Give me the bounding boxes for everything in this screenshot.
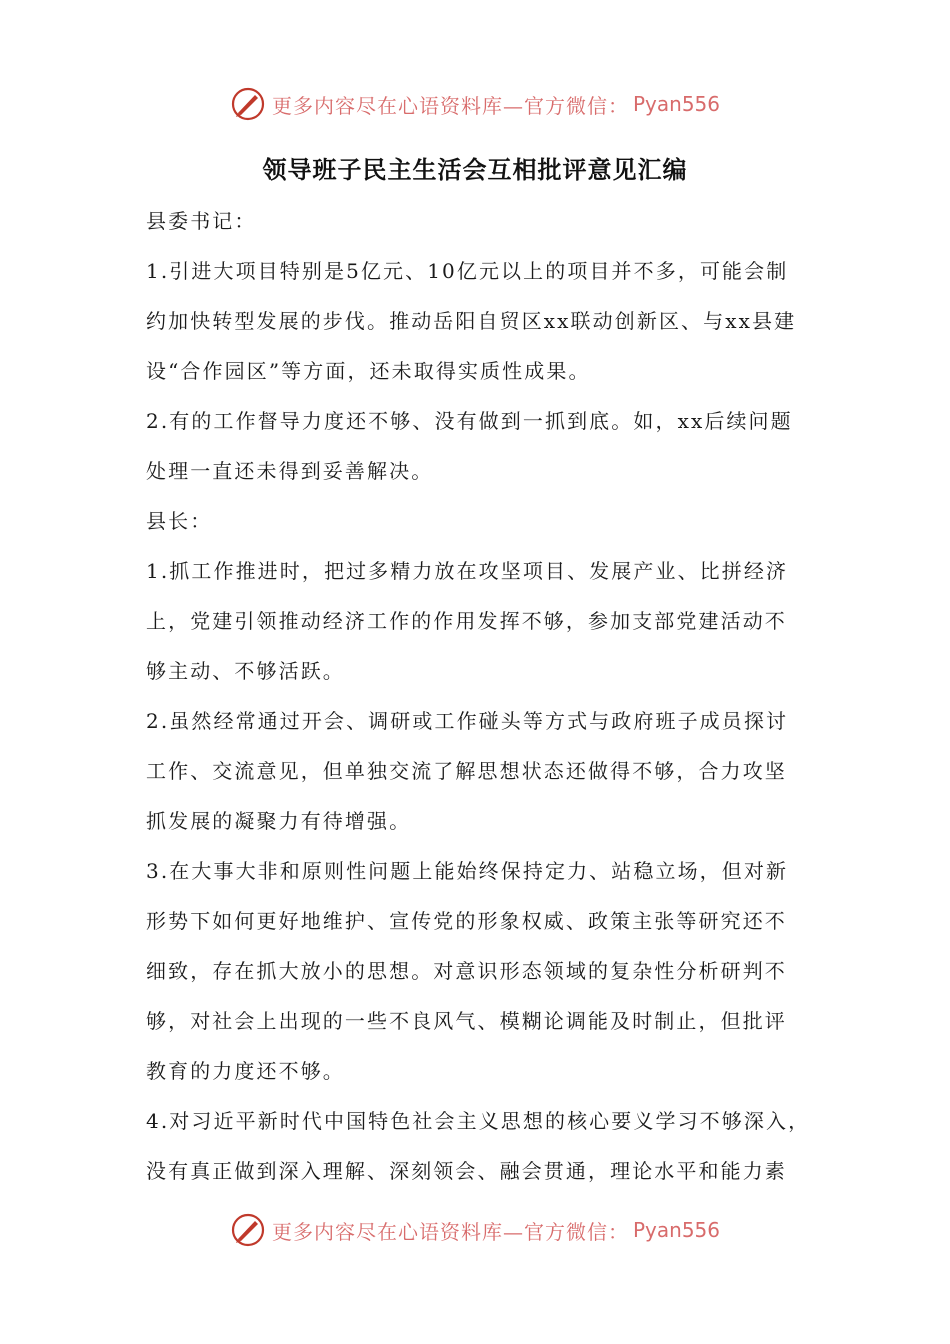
- section-heading: 县长：: [146, 509, 213, 533]
- paragraph-line: 2.有的工作督导力度还不够、没有做到一抓到底。如，xx后续问题: [146, 409, 793, 433]
- paragraph-line: 工作、交流意见，但单独交流了解思想状态还做得不够，合力攻坚: [146, 759, 787, 783]
- paragraph-line: 1.抓工作推进时，把过多精力放在攻坚项目、发展产业、比拼经济: [146, 559, 789, 583]
- paragraph-line: 上，党建引领推动经济工作的作用发挥不够，参加支部党建活动不: [146, 609, 787, 633]
- paragraph-line: 没有真正做到深入理解、深刻领会、融会贯通，理论水平和能力素: [146, 1159, 787, 1183]
- banner-text: 更多内容尽在心语资料库—官方微信：: [271, 1219, 629, 1244]
- document-title: 领导班子民主生活会互相批评意见汇编: [262, 156, 688, 184]
- banner-wechat-id: Pyan556: [632, 1218, 720, 1242]
- paragraph-line: 2.虽然经常通过开会、调研或工作碰头等方式与政府班子成员探讨: [146, 709, 789, 733]
- paragraph-line: 3.在大事大非和原则性问题上能始终保持定力、站稳立场，但对新: [146, 859, 789, 883]
- document-body: [146, 196, 810, 1196]
- pen-logo-icon: [230, 86, 266, 122]
- paragraph-line: 够，对社会上出现的一些不良风气、模糊论调能及时制止，但批评: [146, 1009, 787, 1033]
- header-banner: [0, 82, 950, 126]
- paragraph-line: 1.引进大项目特别是5亿元、10亿元以上的项目并不多，可能会制: [146, 259, 789, 283]
- paragraph-line: 设“合作园区”等方面，还未取得实质性成果。: [146, 359, 591, 383]
- section-heading: 县委书记：: [146, 209, 257, 233]
- pen-logo-icon: [230, 1212, 266, 1248]
- paragraph-line: 教育的力度还不够。: [146, 1059, 345, 1083]
- paragraph-line: 抓发展的凝聚力有待增强。: [146, 809, 412, 833]
- paragraph-line: 约加快转型发展的步伐。推动岳阳自贸区xx联动创新区、与xx县建: [146, 309, 797, 333]
- paragraph-line: 处理一直还未得到妥善解决。: [146, 459, 434, 483]
- paragraph-line: 4.对习近平新时代中国特色社会主义思想的核心要义学习不够深入，: [146, 1109, 811, 1133]
- footer-banner: [0, 1208, 950, 1252]
- banner-text: 更多内容尽在心语资料库—官方微信：: [271, 93, 629, 118]
- paragraph-line: 形势下如何更好地维护、宣传党的形象权威、政策主张等研究还不: [146, 909, 787, 933]
- paragraph-line: 细致，存在抓大放小的思想。对意识形态领域的复杂性分析研判不: [146, 959, 787, 983]
- paragraph-line: 够主动、不够活跃。: [146, 659, 345, 683]
- banner-wechat-id: Pyan556: [632, 92, 720, 116]
